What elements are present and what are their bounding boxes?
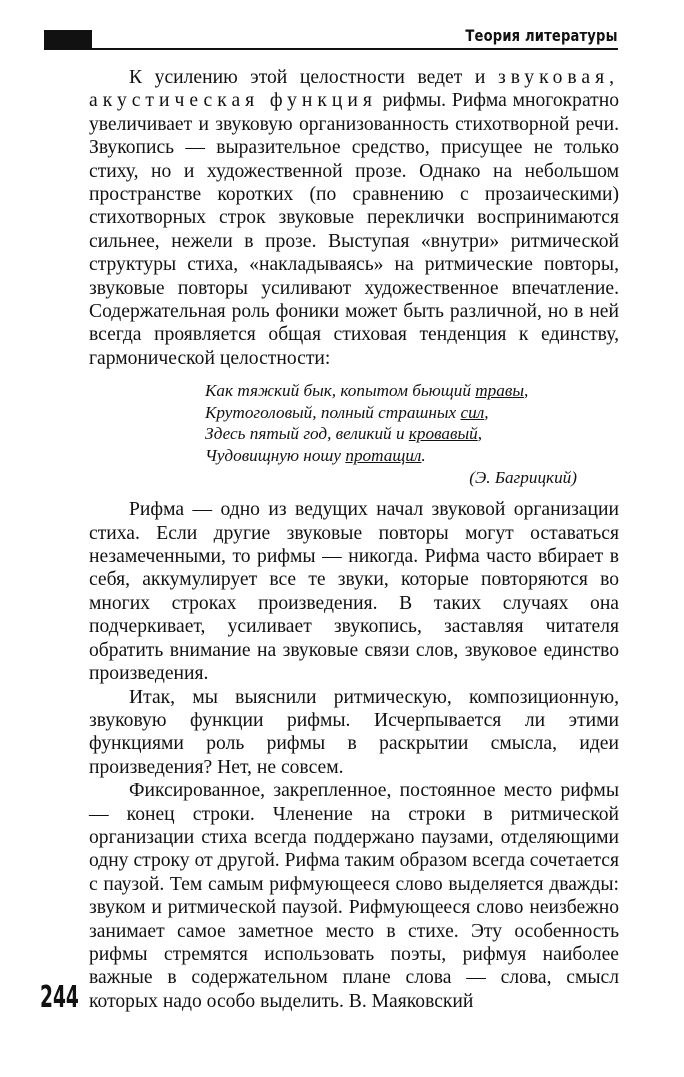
page-number: 244: [40, 980, 79, 1015]
paragraph-1-spaced-term: звуковая, акустическая функция: [89, 67, 619, 112]
poem-line: Чудовищную ношу протащил.: [205, 446, 426, 466]
running-header: [44, 26, 618, 52]
paragraph-1-rest: рифмы. Рифма многократно увеличивает и звуковую организованность стихотворной речи. Звукопись — выразительное средство, присущее не только стиху, но и художественной прозе. Однако на небольшом пространстве коротких (по сравнению с прозаическими) стихотворных строк звуковые переклички воспринимаются сильнее, нежели в прозе. Выступая «внутри» ритмической структуры стиха, «накладываясь» на ритмические повторы, звуковые повторы усиливают художественное впечатление. Содержательная роль фоники может быть различной, но в ней всегда проявляется общая стиховая тенденция к единству, гармонической целостности:: [89, 90, 619, 369]
paragraph-4: Фиксированное, закрепленное, постоянное место рифмы — конец строки. Членение на строки в ритмической организации стиха всегда поддержано паузами, отделяющими одну строку от другой. Рифма таким образом всегда сочетается с паузой. Тем самым рифмующееся слово выделяется дважды: звуком и ритмической паузой. Рифмующееся слово неизбежно занимает самое заметное место в стихе. Эту особенность рифмы стремятся использовать поэты, рифмуя наиболее важные в содержательном плане слова — слова, смысл которых надо особо выделить. В. Маяковский: [89, 780, 619, 1012]
paragraph-3: Итак, мы выяснили ритмическую, композиционную, звуковую функции рифмы. Исчерпывается ли этими функциями роль рифмы в раскрытии смысла, идеи произведения? Нет, не совсем.: [89, 686, 619, 778]
rhyme-word: сил: [460, 402, 485, 422]
paragraph-2: Рифма — одно из ведущих начал звуковой организации стиха. Если другие звуковые повторы могут оставаться незамеченными, то рифмы — никогда. Рифма часто вбирает в себя, аккумулирует все те звуки, которые повторяются во многих строках произведения. В таких случаях она подчеркивает, усиливает звукопись, заставляя читателя обратить внимание на звуковые связи слов, звуковое единство произведения.: [89, 499, 619, 685]
header-title: Теория литературы: [465, 26, 618, 45]
poem-line: Как тяжкий бык, копытом бьющий травы,: [205, 381, 529, 401]
poem-line: Крутоголовый, полный страшных сил,: [205, 402, 489, 422]
poem-line: Здесь пятый год, великий и кровавый,: [205, 424, 482, 444]
header-black-block: [44, 30, 92, 50]
rhyme-word: протащил: [345, 446, 422, 466]
page-body: [89, 66, 619, 1013]
paragraph-1: [89, 66, 619, 370]
poem-attribution: (Э. Багрицкий): [469, 467, 577, 487]
header-rule: [92, 48, 618, 50]
rhyme-word: травы: [475, 381, 524, 401]
poem-quote: [205, 380, 577, 488]
paragraph-1-lead: К усилению этой целостности ведет и: [129, 67, 498, 88]
rhyme-word: кровавый: [408, 424, 478, 444]
